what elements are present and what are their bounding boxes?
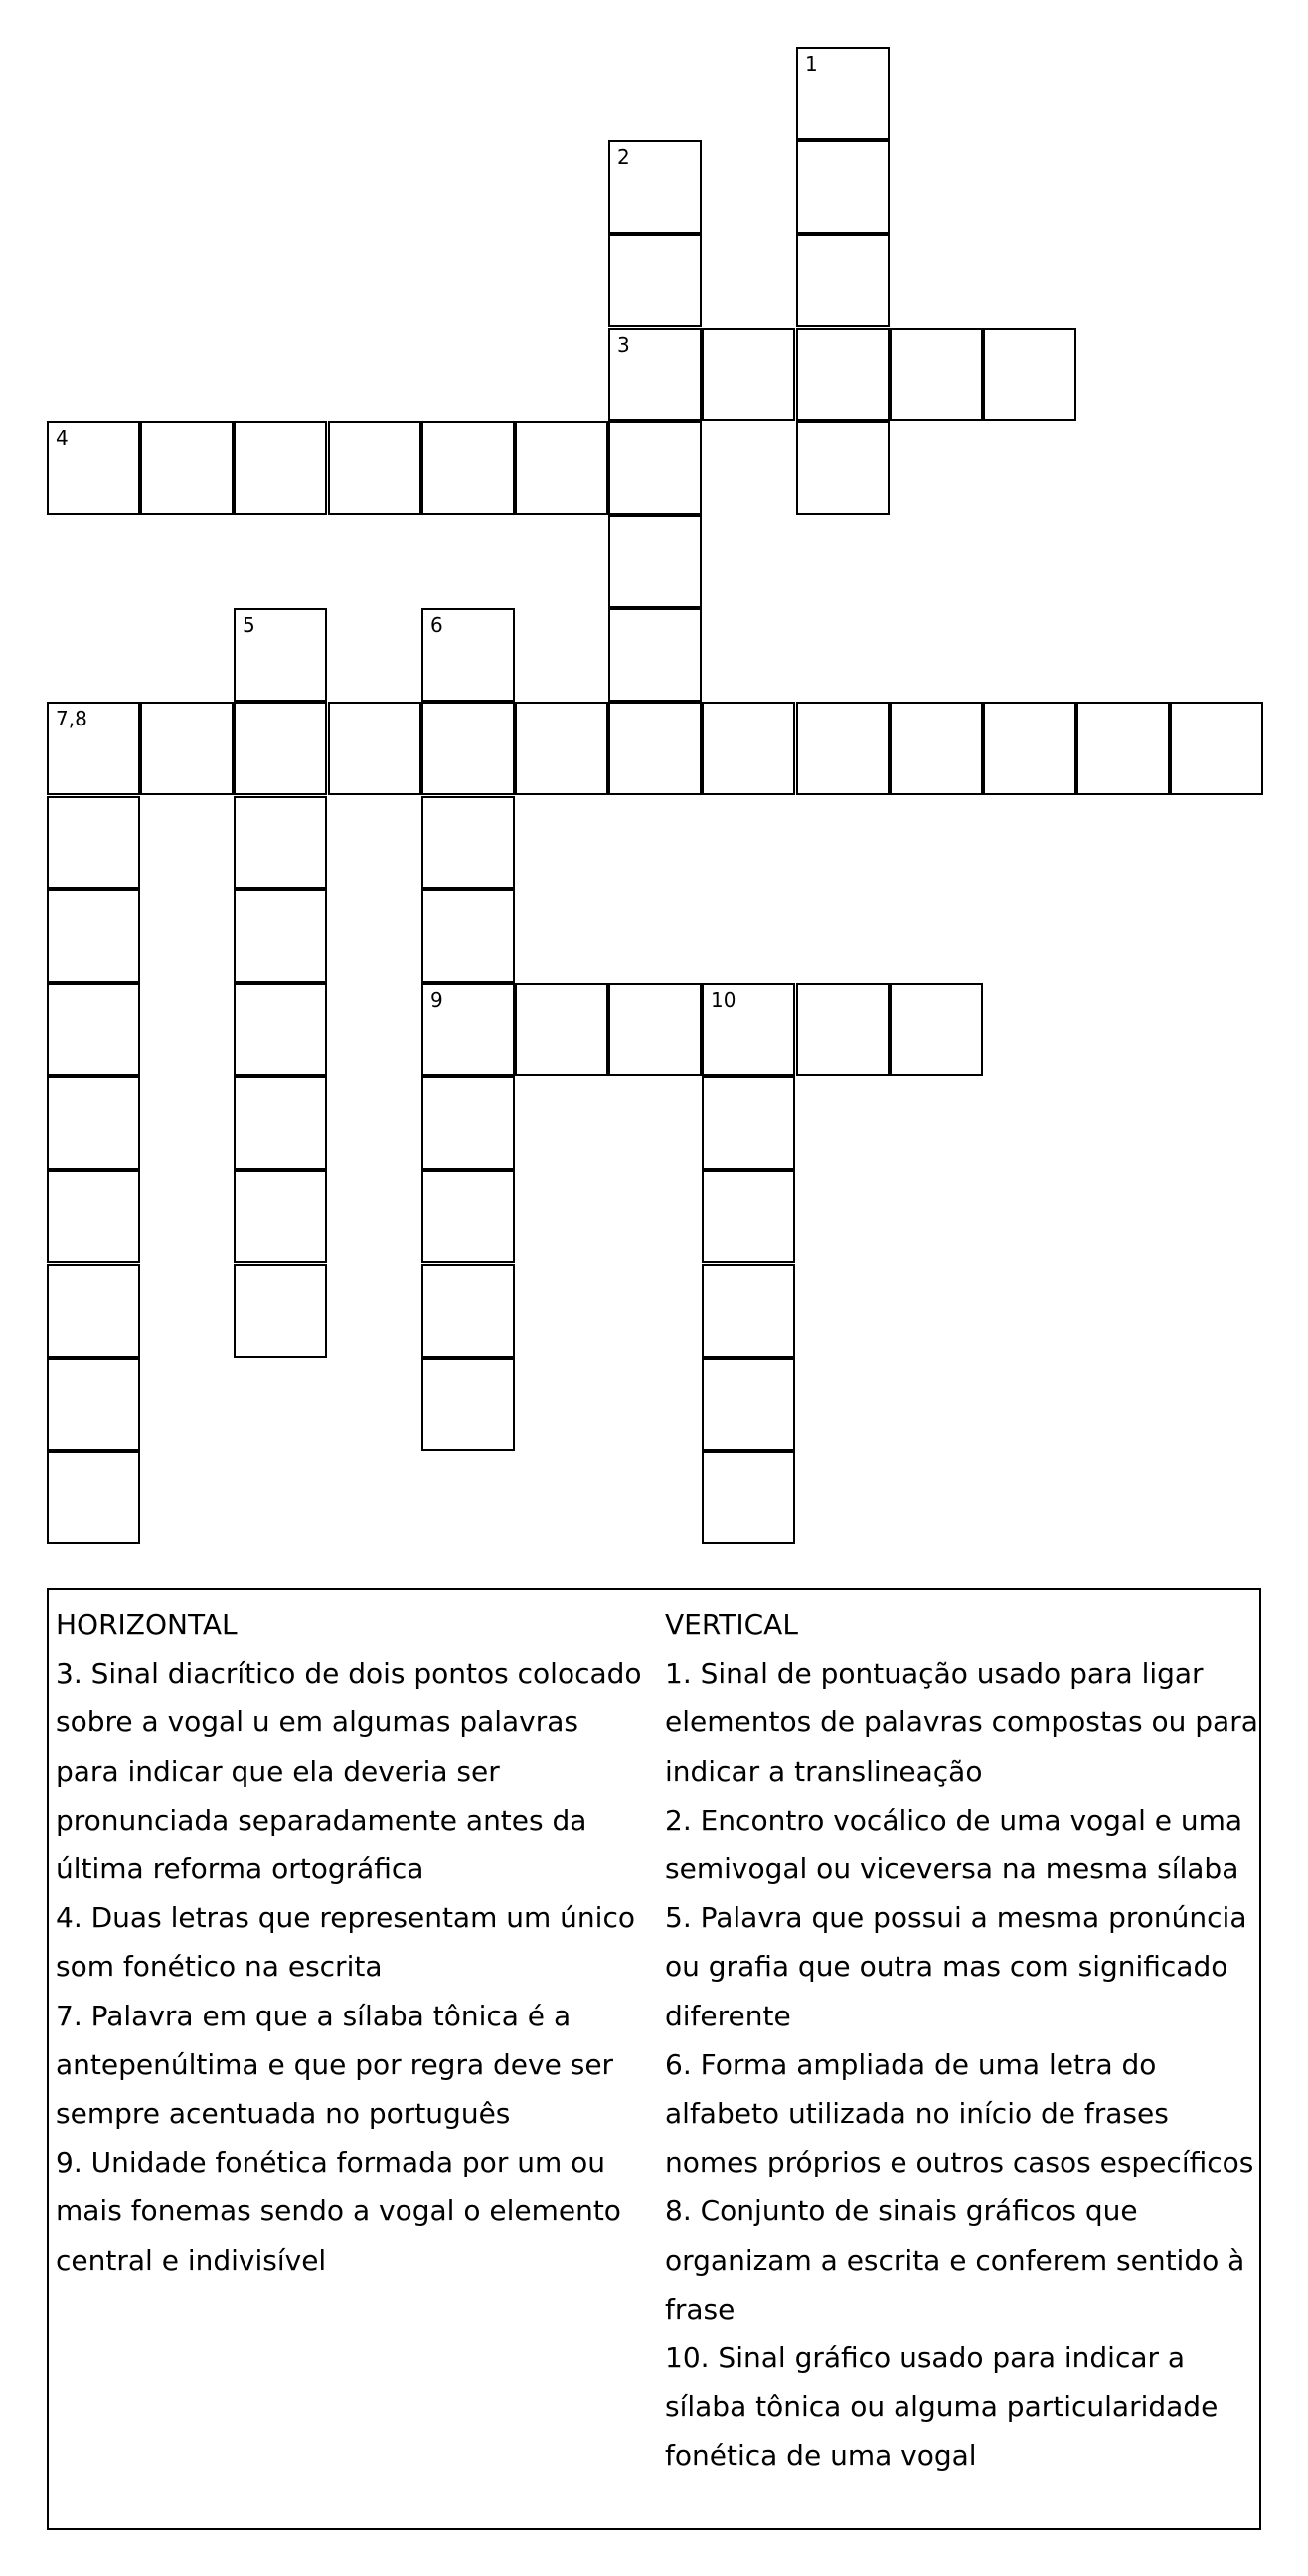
crossword-cell[interactable] (796, 234, 890, 327)
crossword-cell[interactable] (47, 1358, 140, 1451)
crossword-cell[interactable] (796, 983, 890, 1076)
clue-number: 7,8 (56, 707, 87, 730)
clues-box (47, 1588, 1261, 2530)
crossword-cell[interactable] (234, 608, 327, 702)
clue-number: 5 (243, 613, 255, 637)
crossword-cell[interactable] (421, 1264, 515, 1358)
crossword-cell[interactable] (608, 421, 702, 515)
crossword-cell[interactable] (702, 1076, 795, 1170)
crossword-cell[interactable] (608, 328, 702, 421)
crossword-cell[interactable] (47, 1264, 140, 1358)
vertical-heading: VERTICAL (665, 1608, 798, 1641)
crossword-cell[interactable] (234, 889, 327, 983)
clue-number: 6 (430, 613, 443, 637)
clue-horizontal-7: 7. Palavra em que a sílaba tônica é a antepenúltima e que por regra deve ser sempre acentuada no português (56, 1999, 614, 2131)
crossword-cell[interactable] (702, 1451, 795, 1544)
crossword-cell[interactable] (47, 421, 140, 515)
crossword-cell[interactable] (796, 421, 890, 515)
clue-number: 1 (805, 52, 818, 76)
crossword-cell[interactable] (796, 47, 890, 140)
clue-vertical-10: 10. Sinal gráfico usado para indicar a sílaba tônica ou alguma particularidade fonética de uma vogal (665, 2341, 1219, 2473)
crossword-cell[interactable] (234, 421, 327, 515)
crossword-cell[interactable] (1076, 702, 1170, 795)
horizontal-heading: HORIZONTAL (56, 1608, 238, 1641)
crossword-cell[interactable] (234, 1264, 327, 1358)
crossword-cell[interactable] (421, 608, 515, 702)
clue-vertical-6: 6. Forma ampliada de uma letra do alfabeto utilizada no início de frases nomes próprios e outros casos específicos (665, 2047, 1254, 2179)
crossword-cell[interactable] (702, 983, 795, 1076)
crossword-cell[interactable] (796, 328, 890, 421)
crossword-cell[interactable] (47, 1451, 140, 1544)
clue-vertical-1: 1. Sinal de pontuação usado para ligar elementos de palavras compostas ou para indicar a translineação (665, 1657, 1258, 1788)
crossword-cell[interactable] (515, 983, 608, 1076)
crossword-cell[interactable] (421, 983, 515, 1076)
crossword-cell[interactable] (608, 702, 702, 795)
crossword-cell[interactable] (608, 983, 702, 1076)
clue-number: 4 (56, 426, 69, 450)
crossword-cell[interactable] (47, 1076, 140, 1170)
clue-horizontal-3: 3. Sinal diacrítico de dois pontos colocado sobre a vogal u em algumas palavras para indicar que ela deveria ser pronunciada separadamente antes da última reforma ortográfica (56, 1657, 642, 1886)
crossword-cell[interactable] (47, 1170, 140, 1263)
crossword-cell[interactable] (328, 702, 421, 795)
crossword-cell[interactable] (796, 702, 890, 795)
crossword-cell[interactable] (421, 702, 515, 795)
crossword-cell[interactable] (515, 421, 608, 515)
clue-number: 10 (711, 988, 736, 1012)
crossword-cell[interactable] (421, 1358, 515, 1451)
clue-vertical-5: 5. Palavra que possui a mesma pronúncia ou grafia que outra mas com significado diferente (665, 1901, 1247, 2032)
crossword-cell[interactable] (47, 796, 140, 889)
crossword-cell[interactable] (328, 421, 421, 515)
crossword-cell[interactable] (1170, 702, 1263, 795)
crossword-cell[interactable] (47, 702, 140, 795)
clue-number: 9 (430, 988, 443, 1012)
crossword-cell[interactable] (608, 234, 702, 327)
clue-vertical-8: 8. Conjunto de sinais gráficos que organizam a escrita e conferem sentido à frase (665, 2194, 1245, 2326)
vertical-clues (665, 1600, 1261, 2481)
crossword-cell[interactable] (796, 140, 890, 234)
crossword-cell[interactable] (47, 889, 140, 983)
clue-number: 3 (617, 333, 630, 357)
crossword-cell[interactable] (608, 140, 702, 234)
crossword-cell[interactable] (140, 702, 234, 795)
crossword-cell[interactable] (702, 1264, 795, 1358)
crossword-cell[interactable] (421, 421, 515, 515)
crossword-cell[interactable] (890, 328, 983, 421)
crossword-cell[interactable] (702, 328, 795, 421)
crossword-cell[interactable] (608, 515, 702, 608)
crossword-cell[interactable] (47, 983, 140, 1076)
crossword-cell[interactable] (234, 796, 327, 889)
crossword-cell[interactable] (702, 702, 795, 795)
crossword-cell[interactable] (140, 421, 234, 515)
clue-horizontal-9: 9. Unidade fonética formada por um ou mais fonemas sendo a vogal o elemento central e indivisível (56, 2146, 621, 2277)
clue-horizontal-4: 4. Duas letras que representam um único som fonético na escrita (56, 1901, 635, 1984)
crossword-cell[interactable] (421, 796, 515, 889)
crossword-cell[interactable] (702, 1170, 795, 1263)
crossword-cell[interactable] (890, 702, 983, 795)
crossword-cell[interactable] (234, 1170, 327, 1263)
crossword-cell[interactable] (421, 889, 515, 983)
crossword-cell[interactable] (608, 608, 702, 702)
horizontal-clues (56, 1600, 642, 2285)
crossword-cell[interactable] (421, 1170, 515, 1263)
crossword-cell[interactable] (515, 702, 608, 795)
clue-number: 2 (617, 145, 630, 169)
crossword-cell[interactable] (983, 328, 1076, 421)
crossword-cell[interactable] (890, 983, 983, 1076)
clue-vertical-2: 2. Encontro vocálico de uma vogal e uma semivogal ou viceversa na mesma sílaba (665, 1803, 1243, 1886)
crossword-cell[interactable] (421, 1076, 515, 1170)
crossword-cell[interactable] (234, 1076, 327, 1170)
crossword-cell[interactable] (234, 983, 327, 1076)
crossword-cell[interactable] (983, 702, 1076, 795)
crossword-cell[interactable] (702, 1358, 795, 1451)
crossword-cell[interactable] (234, 702, 327, 795)
